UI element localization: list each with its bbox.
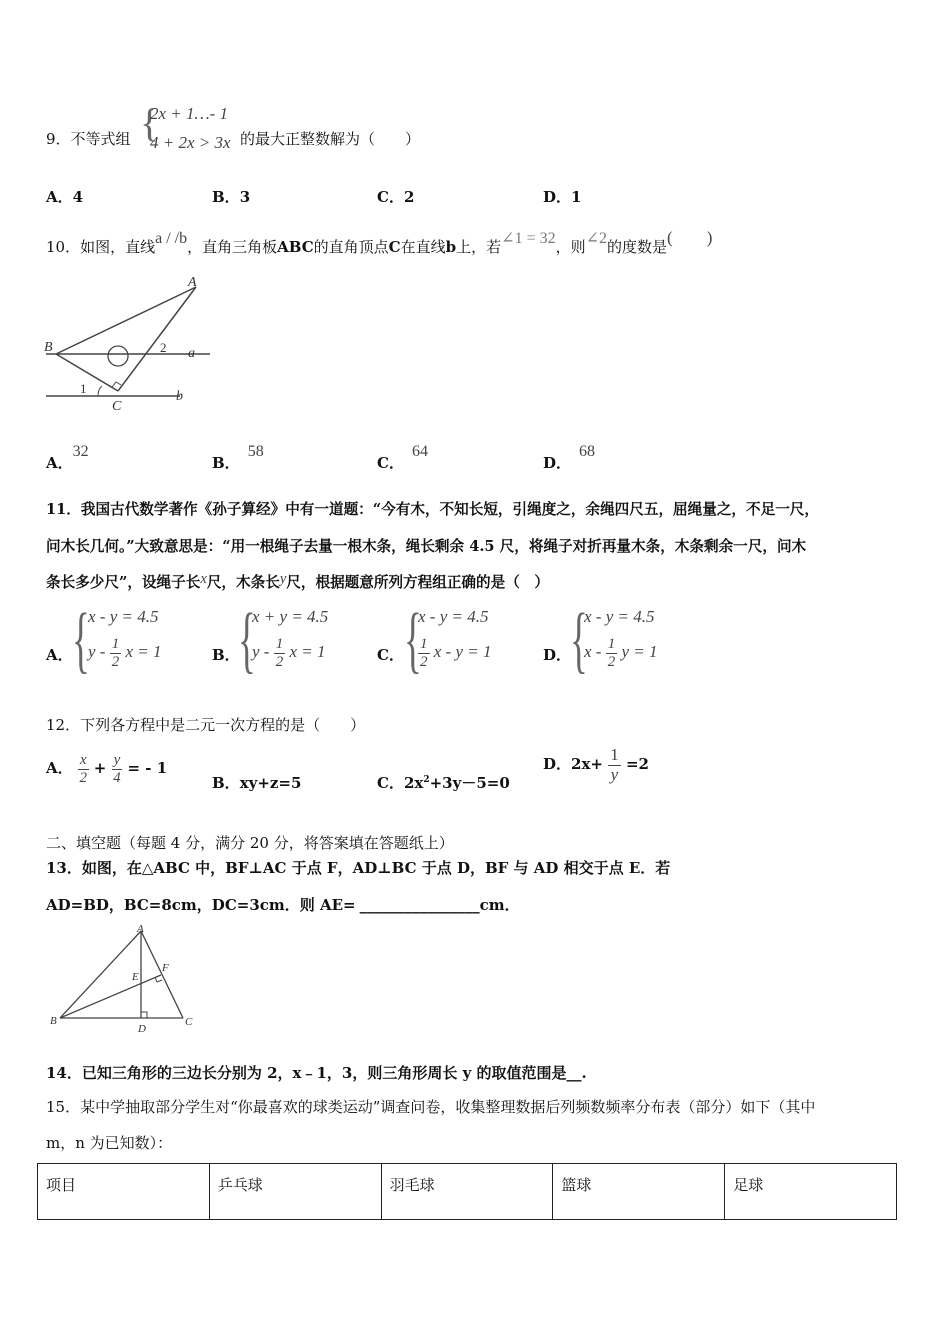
- q10-side-ac: [118, 287, 196, 391]
- q11-option-c-eq1: x - y = 4.5: [418, 607, 489, 626]
- q13-label-f: F: [162, 962, 169, 974]
- q13-side-ac: [141, 931, 183, 1018]
- q11-option-b-eq2: y - $\frac{1}{2}$ x = 1: [252, 636, 326, 670]
- q11-option-c-eq2: $\frac{1}{2}$ x - y = 1: [420, 636, 492, 670]
- q10-cond: a / /b: [155, 230, 188, 247]
- q10-mid4: 上，若: [456, 238, 502, 256]
- q9-system-line2: 4 + 2x > 3x: [150, 133, 231, 152]
- q11-option-a-eq2: y - $\frac{1}{2}$ x = 1: [88, 636, 162, 670]
- q10-paren: ( ): [667, 228, 713, 247]
- q11-option-d-brace: {: [570, 599, 588, 681]
- q11-option-b-label[interactable]: B．: [212, 646, 240, 664]
- q10-label-angle2: 2: [160, 340, 167, 355]
- q13-figure: [46, 922, 206, 1034]
- q10-label-angle1: 1: [80, 381, 87, 396]
- q13-label-d: D: [138, 1023, 146, 1034]
- q11-option-d-eq1: x - y = 4.5: [584, 607, 655, 626]
- q9-brace: {: [140, 100, 160, 145]
- table-header-cell: 足球: [725, 1164, 897, 1220]
- q15-line2: m，n 为已知数）：: [46, 1134, 173, 1152]
- q12-stem: 12．下列各方程中是二元一次方程的是（ ）: [46, 716, 366, 734]
- q10-angle1: ∠1 = 32: [501, 230, 556, 247]
- q11-option-a-eq1: x - y = 4.5: [88, 607, 159, 626]
- q11-option-d-eq2: x - $\frac{1}{2}$ y = 1: [584, 636, 658, 670]
- q12-option-a[interactable]: A． $\frac{x}{2}$ + $\frac{y}{4}$ = - 1: [46, 752, 168, 786]
- q11-line1: 11．我国古代数学著作《孙子算经》中有一道题：“今有木，不知长短，引绳度之，余绳四尺五，屈绳量之，不足一尺，: [46, 501, 819, 518]
- q10-mid3: 在直线: [400, 238, 446, 256]
- q12-option-c[interactable]: C．$2x^2+3y-5=0$: [377, 774, 510, 792]
- q9-suffix: 的最大正整数解为（ ）: [240, 130, 421, 148]
- q10-mid5: ，则: [555, 238, 586, 256]
- q13-line2: AD=BD，BC=8cm，DC=3cm．则 AE= ________________cm．: [46, 896, 520, 914]
- q10-side-ba: [56, 287, 196, 354]
- q9-prefix: 9．不等式组: [46, 130, 131, 148]
- q10-label-c-vertex: C: [112, 399, 122, 414]
- q11-option-c-label[interactable]: C．: [377, 646, 404, 664]
- q15-frequency-table: [37, 1163, 897, 1220]
- table-header-cell: 篮球: [553, 1164, 725, 1220]
- q10-mid2: 的直角顶点: [313, 238, 389, 256]
- q10-right-angle-mark: [112, 382, 121, 387]
- q10-stem: [46, 228, 713, 257]
- q11-option-b-eq1: x + y = 4.5: [252, 607, 329, 626]
- q10-mid: ，直角三角板: [187, 238, 278, 256]
- q13-side-ab: [60, 931, 141, 1018]
- q11-option-b-brace: {: [238, 599, 256, 681]
- q13-right-angle-d: [141, 1012, 147, 1018]
- q10-hole: [108, 346, 128, 366]
- q10-option-b[interactable]: B．58: [212, 443, 264, 472]
- q9-system-line1: 2x + 1…- 1: [150, 104, 229, 123]
- q10-option-d[interactable]: D．68: [543, 443, 596, 472]
- q10-label-line-a: a: [188, 346, 195, 361]
- q12-option-b[interactable]: B．xy+z=5: [212, 774, 302, 792]
- q10-angle2: ∠2: [585, 230, 608, 247]
- q13-line1: 13．如图，在△ABC 中，BF⊥AC 于点 F，AD⊥BC 于点 D，BF 与 AD 相交于点 E．若: [46, 859, 671, 877]
- q10-prefix: 10．如图，直线: [46, 238, 156, 256]
- q10-abc: ABC: [277, 238, 314, 256]
- q12-option-d[interactable]: D．2x+ $\frac{1}{y}$ =2: [543, 745, 649, 784]
- q15-line1: 15．某中学抽取部分学生对“你最喜欢的球类运动”调查问卷，收集整理数据后列频数频率分布表（部分）如下（其中: [46, 1098, 816, 1116]
- q11-line3: 条长多少尺”，设绳子长x尺，木条长y尺，根据题意所列方程组正确的是（ ）: [46, 571, 549, 591]
- table-row: [38, 1164, 897, 1220]
- q10-option-a[interactable]: A．32: [46, 443, 89, 472]
- q10-option-c[interactable]: C．64: [377, 443, 428, 472]
- q13-label-c: C: [185, 1016, 193, 1028]
- q9-option-a[interactable]: A．4: [46, 188, 84, 206]
- q11-option-d-label[interactable]: D．: [543, 646, 572, 664]
- q9-option-d[interactable]: D．1: [543, 188, 582, 206]
- q10-suffix: 的度数是: [607, 238, 668, 256]
- q11-option-c-brace: {: [404, 599, 422, 681]
- table-header-cell: 项目: [38, 1164, 210, 1220]
- q13-label-e: E: [132, 971, 139, 983]
- q10-c: C: [388, 238, 401, 256]
- q9-option-c[interactable]: C．2: [377, 188, 415, 206]
- q9-option-b[interactable]: B．3: [212, 188, 251, 206]
- q10-label-line-b: b: [176, 389, 183, 404]
- table-header-cell: 乒乓球: [209, 1164, 381, 1220]
- q11-line2: 问木长几何。”大致意思是：“用一根绳子去量一根木条，绳长剩余 4.5 尺，将绳子对折再量木条，木条剩余一尺，问木: [46, 538, 807, 555]
- q10-b: b: [445, 238, 457, 256]
- q13-label-a: A: [137, 923, 144, 935]
- q11-option-a-brace: {: [72, 599, 90, 681]
- q13-answer-blank[interactable]: ________________: [359, 896, 480, 914]
- q10-angle1-arc: [98, 386, 102, 396]
- q11-option-a-label[interactable]: A．: [46, 646, 73, 664]
- table-header-cell: 羽毛球: [381, 1164, 553, 1220]
- q10-label-a-vertex: A: [188, 275, 197, 290]
- q14-text: 14．已知三角形的三边长分别为 2，x﹣1，3，则三角形周长 y 的取值范围是__.: [46, 1064, 587, 1082]
- q10-label-b-vertex: B: [44, 340, 53, 355]
- q10-figure: [40, 270, 210, 420]
- section2-title: 二、填空题（每题 4 分，满分 20 分，将答案填在答题纸上）: [46, 834, 454, 852]
- q13-label-b: B: [50, 1015, 57, 1027]
